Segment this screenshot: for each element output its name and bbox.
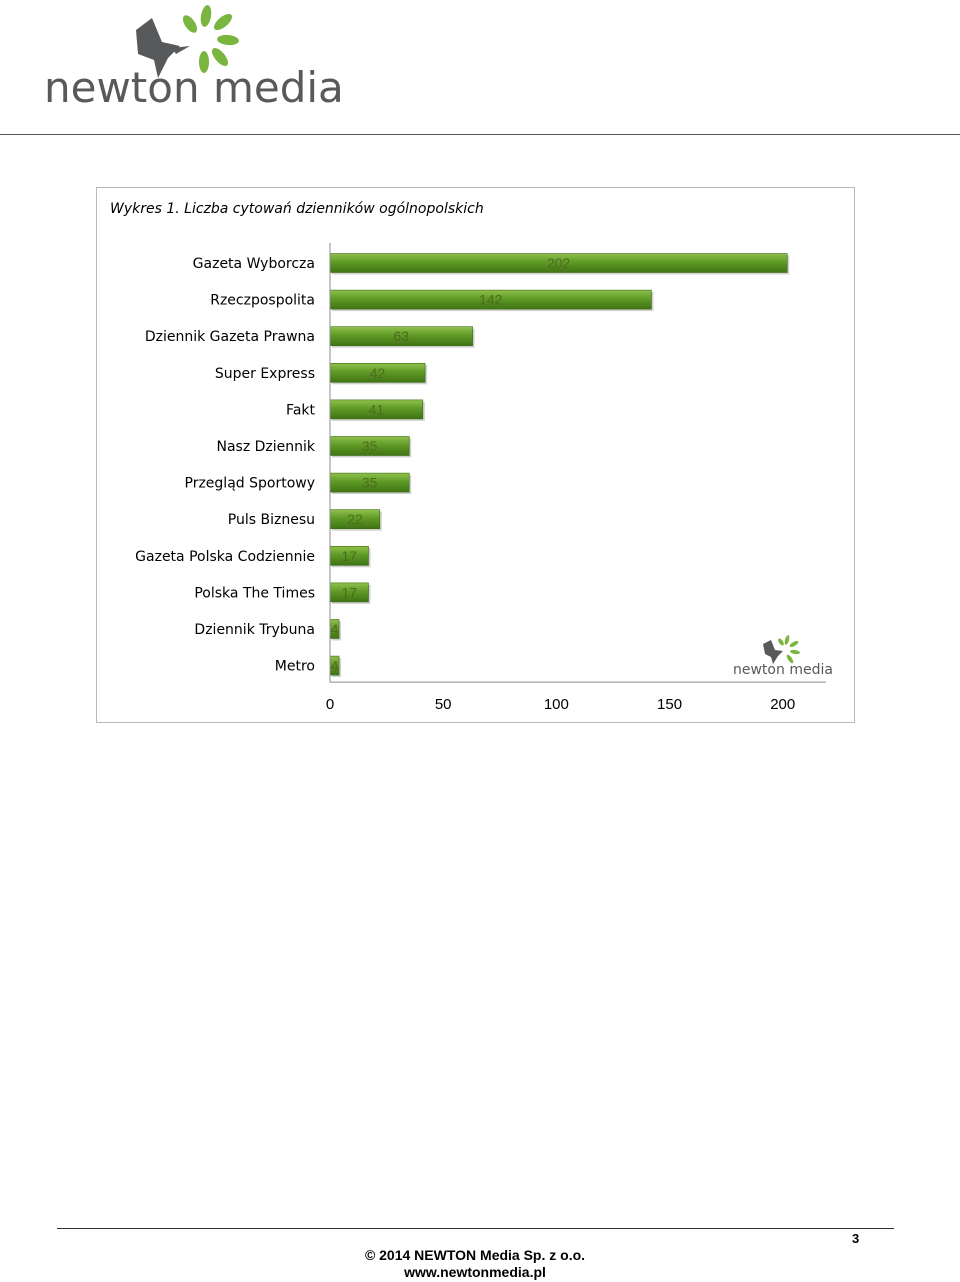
x-tick-label: 100 (543, 696, 569, 714)
category-label: Gazeta Polska Codziennie (135, 548, 315, 565)
footer-divider (57, 1228, 894, 1229)
data-label: 4 (330, 621, 339, 637)
page-number: 3 (852, 1231, 860, 1246)
data-label: 202 (546, 255, 571, 271)
category-label: Gazeta Wyborcza (192, 256, 315, 272)
watermark-petal-icon (777, 635, 800, 665)
category-label: Dziennik Trybuna (194, 622, 315, 638)
data-label: 35 (361, 438, 378, 454)
data-label: 35 (361, 474, 378, 491)
data-label: 41 (368, 401, 385, 418)
x-tick-label: 200 (770, 696, 796, 714)
x-tick-label: 150 (657, 696, 683, 714)
watermark-wordmark: newton media (733, 662, 833, 678)
data-label: 42 (369, 364, 386, 381)
chart-frame (96, 187, 855, 723)
header-divider (0, 134, 960, 135)
category-label: Fakt (286, 402, 315, 419)
chart-caption: Wykres 1. Liczba cytowań dzienników ogólnopolskich (110, 201, 484, 217)
category-label: Super Express (214, 365, 315, 382)
category-label: Dziennik Gazeta Prawna (144, 329, 315, 346)
data-label: 4 (330, 657, 339, 674)
data-label: 142 (479, 291, 503, 308)
x-tick-label: 0 (325, 696, 335, 714)
data-label: 22 (347, 511, 363, 528)
footer-copyright: © 2014 NEWTON Media Sp. z o.o. (364, 1247, 586, 1263)
bar-chart (97, 188, 854, 722)
footer-url: www.newtonmedia.pl (404, 1264, 546, 1280)
category-label: Metro (274, 658, 315, 675)
category-label: Rzeczpospolita (210, 292, 315, 309)
data-label: 17 (341, 547, 358, 564)
watermark-logo (733, 635, 833, 678)
x-tick-label: 50 (434, 696, 452, 714)
category-label: Puls Biznesu (227, 512, 315, 529)
newton-media-logo (40, 2, 344, 112)
category-label: Nasz Dziennik (216, 439, 315, 455)
category-label: Przegląd Sportowy (184, 475, 315, 492)
logo-wordmark: newton media (44, 63, 344, 112)
data-label: 17 (341, 584, 358, 601)
data-label: 63 (393, 328, 410, 345)
category-label: Polska The Times (194, 585, 315, 602)
